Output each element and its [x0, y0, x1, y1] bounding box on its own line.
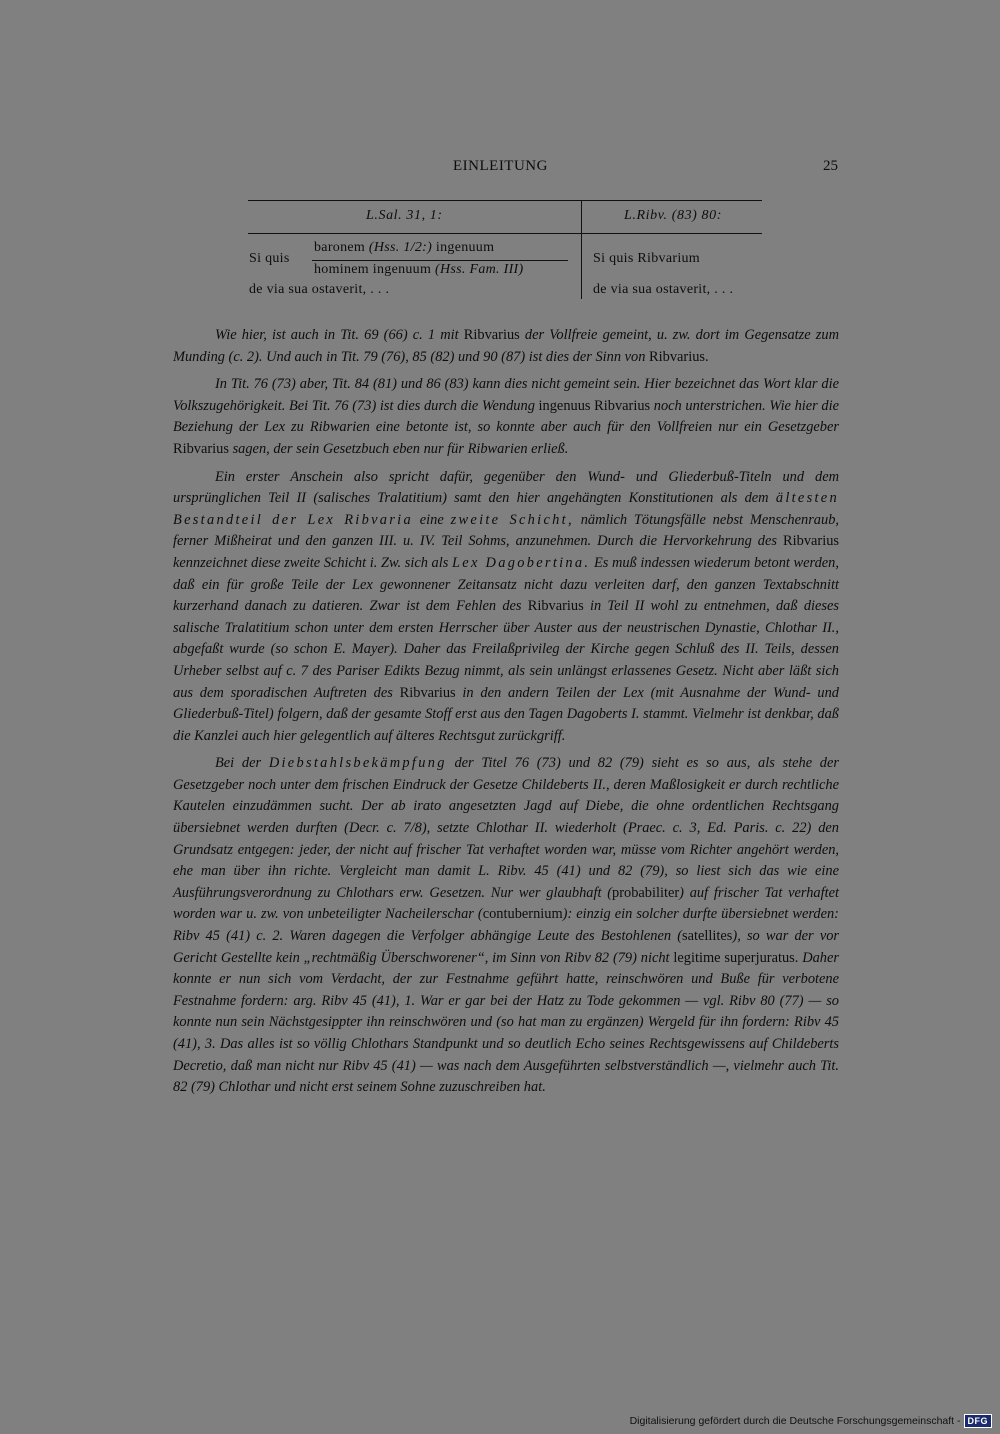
paragraph-3	[173, 467, 839, 748]
variant-2-word: hominem ingenuum	[314, 262, 432, 277]
dfg-logo-icon: DFG	[964, 1414, 993, 1428]
text-run: nämlich Tötungsfälle nebst Menschenraub, ferner Mißheirat und den ganzen III. u. IV. Teil Sohms, anzunehmen. Durch die Hervorkehrung des	[173, 511, 839, 550]
variant-1-word: baronem	[314, 240, 366, 255]
text-run: Ribvarius	[399, 684, 456, 701]
text-run: Bei der	[215, 755, 269, 772]
text-run: Wie hier, ist auch in Tit. 69 (66) c. 1 mit	[215, 327, 464, 343]
text-run: Es muß indessen wiederum betont werden, daß ein für große Teile der Lex gewonnener Zeitansatz nicht dazu verleiten darf, den ganzen Textabschnitt kurzerhand danach zu datieren. Zwar ist dem Fehlen des	[173, 554, 839, 615]
table-column-divider	[581, 201, 582, 299]
left-line-2: de via sua ostaverit, . . .	[249, 282, 390, 297]
text-run: in den andern Teilen der Lex (mit Ausnahme der Wund- und Gliederbuß-Titel) folgern, daß der gesamte Stoff erst aus den Tagen Dagoberts I. stammt. Vielmehr ist denkbar, daß die Kanzlei auch hier gelegentlich auf älteres Rechtsgut zurückgriff.	[173, 684, 839, 744]
left-variant-2	[314, 262, 523, 278]
text-run: zweite Schicht,	[450, 511, 574, 528]
paragraph-4	[173, 753, 839, 1099]
running-head: EINLEITUNG	[453, 158, 548, 174]
variant-2-note: (Hss. Fam. III)	[435, 262, 524, 277]
text-run: sagen, der sein Gesetzbuch eben nur für Ribwarien erließ.	[228, 440, 569, 457]
text-run: Diebstahlsbekämpfung	[268, 755, 447, 772]
text-run: Ribvarius	[463, 327, 520, 343]
text-run: noch unterstrichen. Wie hier die Beziehung der Lex zu Ribwarien eine betonte ist, so konnte aber auch für den Vollfreien nur ein Gesetzgeber	[173, 397, 840, 436]
text-run: Ribvarius.	[649, 348, 709, 365]
text-run: ): einzig ein solcher durfte übersiebnet werden: Ribv 45 (41) c. 2. Waren dagegen die Verfolger abhängige Leute des Bestohlenen (	[173, 906, 839, 945]
text-run: ) auf frischer Tat verhaftet worden war u. zw. von unbeteiligter Nacheilerschar (	[173, 884, 839, 923]
column-header-lribv: L.Ribv. (83) 80:	[624, 208, 722, 223]
text-run: ingenuus Ribvarius	[538, 397, 651, 414]
text-run: ), so war der vor Gericht Gestellte kein „rechtmäßig Überschworener“, im Sinn von Ribv 82 (79) nicht	[173, 928, 839, 966]
table-header-rule	[248, 233, 762, 234]
funding-text: Digitalisierung gefördert durch die Deutsche Forschungsgemeinschaft -	[629, 1415, 961, 1427]
text-run: der Vollfreie gemeint, u. zw. dort im Gegensatze zum Munding (c. 2). Und auch in Tit. 79 (76), 85 (82) und 90 (87) ist dies der Sinn von	[173, 327, 839, 365]
text-run: der Titel 76 (73) und 82 (79) sieht es so aus, als stehe der Gesetzgeber noch unter dem frischen Eindruck der Gesetze Childeberts II., deren Maßlosigkeit er durch rechtliche Kautelen einzudämmen sucht. Der ab irato angesetzten Jagd auf Diebe, die ohne ordentlichen Rechtsgang übersiebnet werden durften (Decr. c. 7/8), setzte Chlothar II. wiederholt (Praec. c. 3, Ed. Paris. c. 22) den Grundsatz entgegen: jeder, der nicht auf frischer Tat verhaftet worden war, müsse vom Richter angehört werden, ehe man über ihn richte. Vergleicht man damit L. Ribv. 45 (41) und 82 (79), so liest sich das wie eine Ausführungsverordnung zu Chlothars erw. Gesetzen. Nur wer glaubhaft (	[173, 755, 839, 901]
text-run: kennzeichnet diese zweite Schicht i. Zw. sich als	[173, 554, 452, 571]
text-run: legitime superjuratus.	[673, 949, 799, 966]
column-header-lsal: L.Sal. 31, 1:	[366, 208, 443, 223]
table-top-rule	[248, 200, 762, 201]
right-line-2: de via sua ostaverit, . . .	[593, 282, 734, 297]
text-run: probabiliter	[612, 884, 680, 901]
body-text	[173, 325, 839, 1105]
page-number: 25	[823, 158, 838, 174]
variant-1-note: (Hss. 1/2:)	[368, 240, 433, 255]
variant-divider-line	[312, 260, 568, 261]
text-run: Ribvarius	[783, 533, 839, 550]
text-run: satellites	[682, 928, 733, 945]
right-line-1: Si quis Ribvarium	[593, 251, 700, 266]
text-run: contubernium	[482, 906, 563, 923]
paragraph-1	[173, 325, 839, 368]
text-run: Ribvarius	[527, 598, 584, 615]
comparison-table	[248, 200, 762, 300]
text-run: in Teil II wohl zu entnehmen, daß dieses salische Tralatitium schon unter dem ersten Herrscher über Auster aus der neustrischen Dynastie, Chlothar II., abgefaßt wurde (so schon E. Mayer). Daher das Freilaßprivileg der Kirche gegen Schluß des II. Teils, dessen Urheber selbst auf c. 7 des Pariser Edikts Bezug nimmt, als sein unlängst erlassenes Gesetz. Nicht aber läßt sich aus dem sporadischen Auftreten des	[173, 598, 839, 701]
paragraph-2	[173, 374, 839, 460]
text-run: eine	[412, 511, 451, 528]
left-variant-1	[314, 240, 494, 256]
text-run: Ribvarius	[173, 440, 229, 457]
text-run: Daher konnte er nun sich vom Verdacht, der zur Festnahme geführt hatte, reinschwören und Buße für verbotene Festnahme fordern: arg. Ribv 45 (41), 1. War er gar bei der Hatz zu Tode gekommen — vgl. Ribv 80 (77) — so konnte nun sein Nächstgesippter ihn reinschwören und (so hat man zu ergänzen) Wergeld für ihn fordern: Ribv 45 (41), 3. Das alles ist so völlig Chlothars Standpunkt und so deutlich Echo seines Rechtsgewissens auf Childeberts Decretio, daß man nicht nur Ribv 45 (41) — was nach dem Ausgeführten selbstverständlich —, vielmehr auch Tit. 82 (79) Chlothar und nicht erst seinem Sohne zuzuschreiben hat.	[173, 949, 839, 1096]
variant-1-word2: ingenuum	[435, 240, 495, 255]
text-run: Ein erster Anschein also spricht dafür, gegenüber den Wund- und Gliederbuß-Titeln und dem ursprünglichen Teil II (salisches Tralatitium) samt den hier angehängten Konstitutionen als dem	[173, 468, 839, 507]
funding-footer	[630, 1414, 992, 1428]
text-run: ältesten Bestandteil der Lex Ribvaria	[173, 490, 839, 528]
left-si-quis: Si quis	[249, 251, 290, 266]
text-run: In Tit. 76 (73) aber, Tit. 84 (81) und 86 (83) kann dies nicht gemeint sein. Hier bezeichnet das Wort klar die Volkszugehörigkeit. Bei Tit. 76 (73) ist dies durch die Wendung	[173, 376, 839, 414]
text-run: Lex Dagobertina.	[451, 554, 591, 571]
